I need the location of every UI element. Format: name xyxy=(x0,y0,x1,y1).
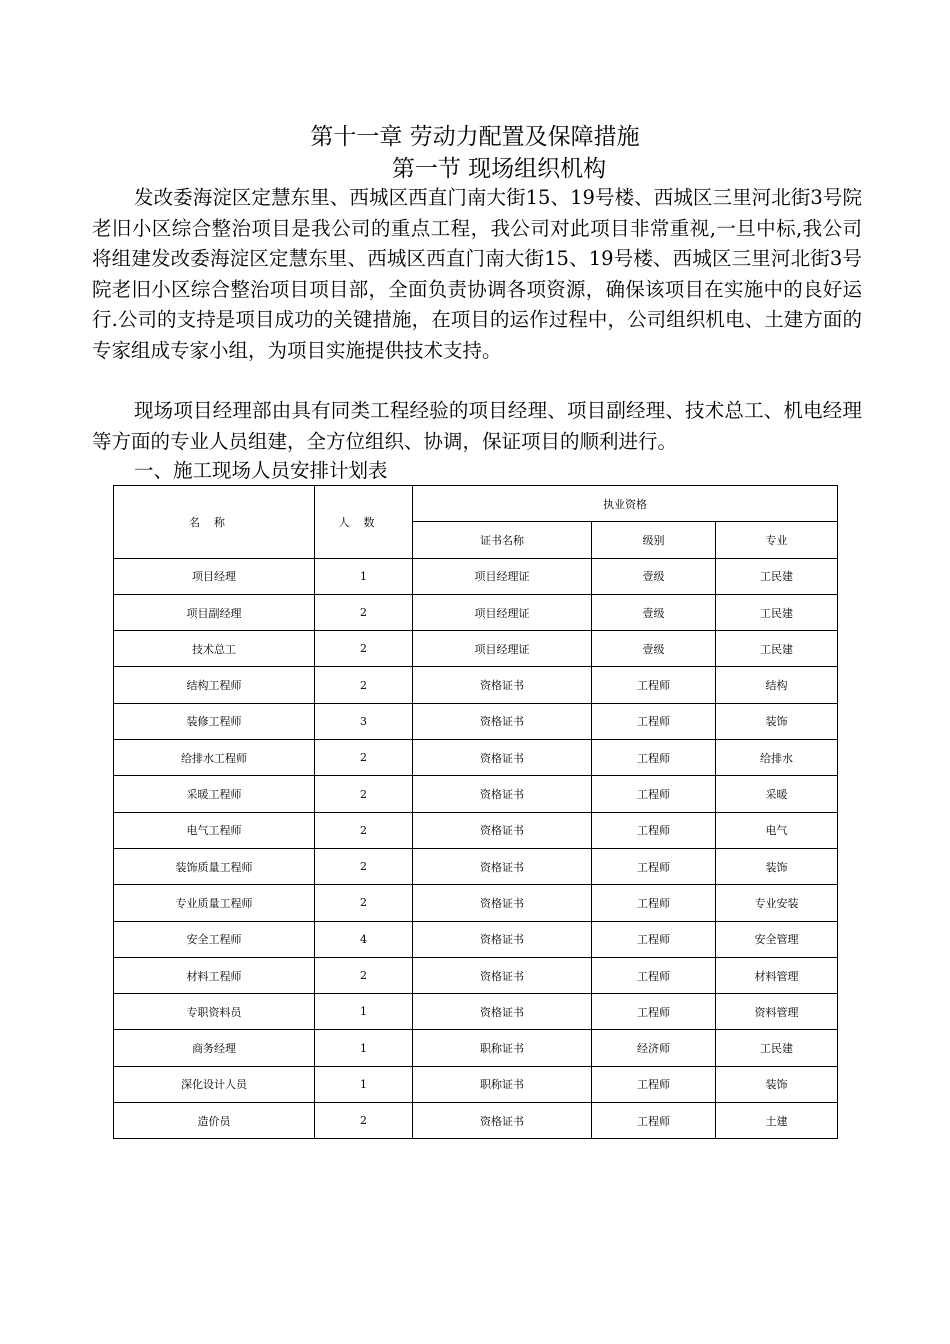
table-heading: 一、施工现场人员安排计划表 xyxy=(134,459,388,482)
cell-count: 2 xyxy=(315,957,413,993)
table-row xyxy=(114,957,838,993)
cell-count: 3 xyxy=(315,703,413,739)
cell-specialty: 工民建 xyxy=(716,1030,838,1066)
table-row xyxy=(114,994,838,1030)
cell-name: 商务经理 xyxy=(114,1030,315,1066)
cell-specialty: 采暖 xyxy=(716,776,838,812)
cell-specialty: 安全管理 xyxy=(716,921,838,957)
cell-certificate: 资格证书 xyxy=(413,703,592,739)
cell-specialty: 专业安装 xyxy=(716,885,838,921)
header-certificate: 证书名称 xyxy=(413,522,592,558)
cell-name: 安全工程师 xyxy=(114,921,315,957)
cell-level: 工程师 xyxy=(592,667,716,703)
header-qualification: 执业资格 xyxy=(413,486,838,522)
cell-level: 壹级 xyxy=(592,594,716,630)
cell-name: 电气工程师 xyxy=(114,812,315,848)
table-header-row xyxy=(114,486,838,522)
cell-certificate: 资格证书 xyxy=(413,1103,592,1139)
cell-count: 2 xyxy=(315,885,413,921)
cell-name: 专职资料员 xyxy=(114,994,315,1030)
cell-name: 装饰质量工程师 xyxy=(114,848,315,884)
cell-certificate: 资格证书 xyxy=(413,740,592,776)
cell-specialty: 给排水 xyxy=(716,740,838,776)
cell-count: 2 xyxy=(315,594,413,630)
cell-level: 工程师 xyxy=(592,740,716,776)
cell-count: 2 xyxy=(315,848,413,884)
cell-level: 工程师 xyxy=(592,848,716,884)
cell-name: 装修工程师 xyxy=(114,703,315,739)
cell-count: 1 xyxy=(315,1066,413,1102)
cell-level: 工程师 xyxy=(592,812,716,848)
cell-level: 工程师 xyxy=(592,957,716,993)
cell-certificate: 资格证书 xyxy=(413,667,592,703)
cell-certificate: 项目经理证 xyxy=(413,594,592,630)
table-row xyxy=(114,1030,838,1066)
paragraph-team-text: 现场项目经理部由具有同类工程经验的项目经理、项目副经理、技术总工、机电经理等方面的专业人员组建，全方位组织、协调，保证项目的顺利进行。 xyxy=(92,399,862,453)
cell-specialty: 装饰 xyxy=(716,848,838,884)
table-row xyxy=(114,594,838,630)
cell-count: 1 xyxy=(315,1030,413,1066)
cell-certificate: 资格证书 xyxy=(413,957,592,993)
cell-count: 4 xyxy=(315,921,413,957)
header-specialty: 专业 xyxy=(716,522,838,558)
cell-count: 2 xyxy=(315,812,413,848)
cell-level: 工程师 xyxy=(592,1103,716,1139)
cell-name: 深化设计人员 xyxy=(114,1066,315,1102)
paragraph-team xyxy=(92,396,862,457)
cell-count: 1 xyxy=(315,994,413,1030)
cell-certificate: 职称证书 xyxy=(413,1030,592,1066)
cell-name: 造价员 xyxy=(114,1103,315,1139)
paragraph-intro xyxy=(92,183,862,366)
cell-specialty: 装饰 xyxy=(716,703,838,739)
table-row xyxy=(114,703,838,739)
cell-level: 经济师 xyxy=(592,1030,716,1066)
cell-specialty: 工民建 xyxy=(716,631,838,667)
cell-name: 专业质量工程师 xyxy=(114,885,315,921)
cell-level: 壹级 xyxy=(592,631,716,667)
table-row xyxy=(114,885,838,921)
table-row xyxy=(114,558,838,594)
cell-certificate: 资格证书 xyxy=(413,812,592,848)
table-row xyxy=(114,921,838,957)
cell-certificate: 资格证书 xyxy=(413,994,592,1030)
table-row xyxy=(114,812,838,848)
header-name: 名称 xyxy=(114,486,315,559)
cell-count: 2 xyxy=(315,667,413,703)
cell-level: 工程师 xyxy=(592,703,716,739)
cell-count: 1 xyxy=(315,558,413,594)
cell-count: 2 xyxy=(315,776,413,812)
table-row xyxy=(114,776,838,812)
cell-certificate: 项目经理证 xyxy=(413,631,592,667)
cell-specialty: 工民建 xyxy=(716,558,838,594)
staff-plan-table xyxy=(113,485,838,1139)
chapter-title: 第十一章 劳动力配置及保障措施 xyxy=(310,124,640,150)
cell-level: 工程师 xyxy=(592,921,716,957)
cell-specialty: 资料管理 xyxy=(716,994,838,1030)
cell-name: 采暖工程师 xyxy=(114,776,315,812)
cell-certificate: 资格证书 xyxy=(413,848,592,884)
cell-level: 工程师 xyxy=(592,776,716,812)
cell-name: 材料工程师 xyxy=(114,957,315,993)
header-count: 人数 xyxy=(315,486,413,559)
table-row xyxy=(114,740,838,776)
table-row xyxy=(114,667,838,703)
cell-level: 工程师 xyxy=(592,994,716,1030)
cell-count: 2 xyxy=(315,1103,413,1139)
cell-name: 结构工程师 xyxy=(114,667,315,703)
table-row xyxy=(114,848,838,884)
header-level: 级别 xyxy=(592,522,716,558)
cell-name: 项目经理 xyxy=(114,558,315,594)
cell-specialty: 结构 xyxy=(716,667,838,703)
cell-certificate: 项目经理证 xyxy=(413,558,592,594)
table-row xyxy=(114,1103,838,1139)
cell-specialty: 材料管理 xyxy=(716,957,838,993)
cell-certificate: 职称证书 xyxy=(413,1066,592,1102)
cell-level: 工程师 xyxy=(592,1066,716,1102)
cell-certificate: 资格证书 xyxy=(413,885,592,921)
cell-level: 壹级 xyxy=(592,558,716,594)
cell-specialty: 土建 xyxy=(716,1103,838,1139)
cell-count: 2 xyxy=(315,740,413,776)
cell-name: 技术总工 xyxy=(114,631,315,667)
cell-specialty: 工民建 xyxy=(716,594,838,630)
cell-count: 2 xyxy=(315,631,413,667)
cell-certificate: 资格证书 xyxy=(413,921,592,957)
paragraph-intro-text: 发改委海淀区定慧东里、西城区西直门南大街15、19号楼、西城区三里河北街3号院老旧小区综合整治项目是我公司的重点工程，我公司对此项目非常重视,一旦中标,我公司将组建发改委海淀区定慧东里、西城区西直门南大街15、19号楼、西城区三里河北街3号院老旧小区综合整治项目项目部，全面负责协调各项资源，确保该项目在实施中的良好运行.公司的支持是项目成功的关键措施，在项目的运作过程中，公司组织机电、土建方面的专家组成专家小组，为项目实施提供技术支持。 xyxy=(92,186,862,362)
cell-level: 工程师 xyxy=(592,885,716,921)
cell-name: 项目副经理 xyxy=(114,594,315,630)
cell-specialty: 电气 xyxy=(716,812,838,848)
table-row xyxy=(114,631,838,667)
cell-name: 给排水工程师 xyxy=(114,740,315,776)
section-title: 第一节 现场组织机构 xyxy=(391,156,607,182)
table-body xyxy=(114,558,838,1139)
cell-certificate: 资格证书 xyxy=(413,776,592,812)
table-row xyxy=(114,1066,838,1102)
cell-specialty: 装饰 xyxy=(716,1066,838,1102)
